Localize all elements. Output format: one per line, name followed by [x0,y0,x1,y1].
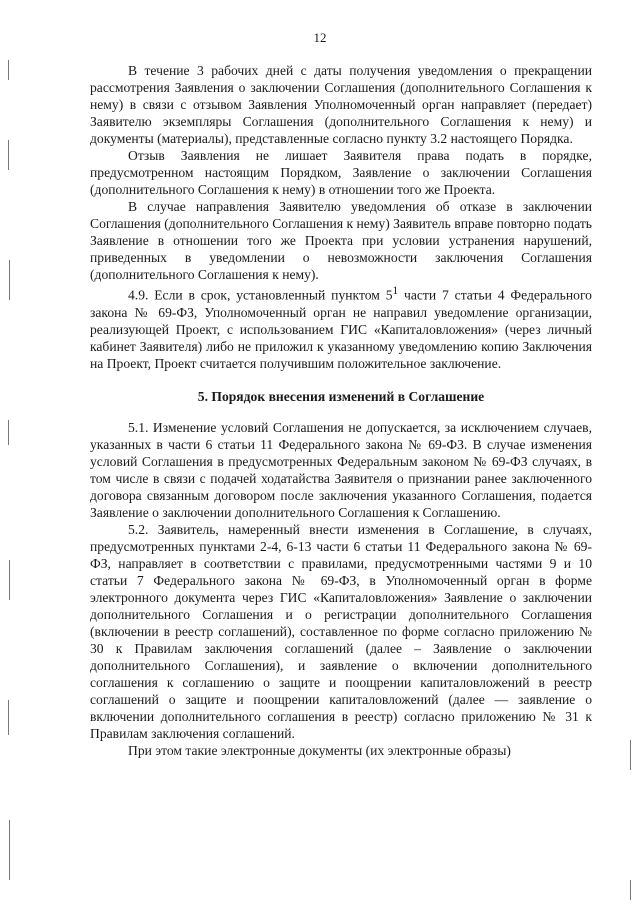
scan-edge-mark [630,740,631,770]
scan-edge-mark [630,880,631,900]
paragraph: При этом такие электронные документы (их электронные образы) [128,742,511,758]
page-number: 12 [313,30,327,45]
paragraph-text-after: части 7 статьи 4 Федерального закона № 69-ФЗ, Уполномоченный орган не направил уведомление организации, реализующей Проект, с использованием ГИС «Капиталовложения» (через личный кабинет Заявителя) либо не приложил к указанному уведомлению копию Заключения на Проект, Проект считается получившим положительное заключение. [90,287,592,371]
paragraph: Отзыв Заявления не лишает Заявителя права подать в порядке, предусмотренном настоящим Порядком, Заявление о заключении Соглашения (дополнительного Соглашения к нему) в отношении того же Проекта. [90,148,592,197]
paragraph: В случае направления Заявителю уведомления об отказе в заключении Соглашения (дополнительного Соглашения к нему) Заявитель вправе повторно подать Заявление в отношении того же Проекта при условии устранения нарушений, приведенных в уведомлении о невозможности заключения Соглашения (дополнительного Соглашения к нему). [90,199,592,282]
superscript: 1 [392,285,399,297]
paragraph-text-before: 4.9. Если в срок, установленный пунктом 5 [128,287,393,303]
scan-edge-mark [9,820,10,880]
scan-edge-mark [8,420,9,445]
paragraph-5-1: 5.1. Изменение условий Соглашения не допускается, за исключением случаев, указанных в части 6 статьи 11 Федерального закона № 69-ФЗ. В случае изменения условий Соглашения в предусмотренных Федеральным законом № 69-ФЗ случаях, в том числе в связи с подачей ходатайства Заявителя о признании ранее заключенного договора связанным договором после заключения указанного Соглашения, подается Заявление о заключении дополнительного Соглашения к Соглашению. [90,419,592,520]
paragraph-4-9 [90,283,592,372]
paragraph-5-2: 5.2. Заявитель, намеренный внести изменения в Соглашение, в случаях, предусмотренных пунктами 2-4, 6-13 части 6 статьи 11 Федерального закона № 69-ФЗ, направляет в соответствии с правилами, предусмотренными частями 9 и 10 статьи 7 Федерального закона № 69-ФЗ, в Уполномоченный орган в форме электронного документа через ГИС «Капиталовложения» Заявление о заключении дополнительного Соглашения и о регистрации дополнительного Соглашения (включении в реестр соглашений), составленное по форме согласно приложению № 30 к Правилам заключения соглашений (далее – Заявление о заключении дополнительного Соглашения), и заявление о включении дополнительного соглашения к соглашению о защите и поощрении капиталовложений в реестр соглашений о защите и поощрении капиталовложений (далее — заявление о включении дополнительного соглашения в реестр) согласно приложению № 31 к Правилам заключения соглашений. [90,521,592,741]
section-heading: 5. Порядок внесения изменений в Соглашение [197,388,485,404]
scan-edge-mark [8,140,9,170]
scan-edge-mark [8,700,9,735]
paragraph: В течение 3 рабочих дней с даты получения уведомления о прекращении рассмотрения Заявления о заключении Соглашения (дополнительного Соглашения к нему) в связи с отзывом Заявления Уполномоченный орган направляет (передает) Заявителю экземпляры Соглашения (дополнительного Соглашения к нему) и документы (материалы), представленные согласно пункту 3.2 настоящего Порядка. [90,63,592,146]
scan-edge-mark [8,60,9,80]
document-body [90,62,592,759]
scan-edge-mark [9,560,10,600]
scan-edge-mark [9,260,10,300]
